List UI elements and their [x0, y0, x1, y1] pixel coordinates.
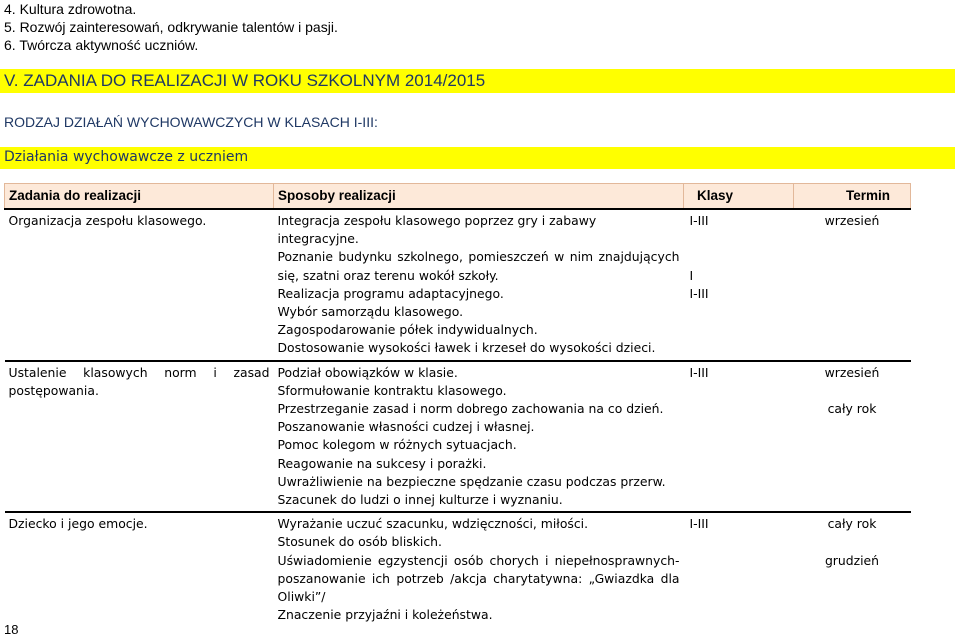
list-item: 4. Kultura zdrowotna.: [4, 1, 137, 17]
term-cell: [794, 209, 911, 361]
method-item: Przestrzeganie zasad i norm dobrego zachowania na co dzień.: [277, 401, 664, 417]
term-cell: [794, 361, 911, 513]
list-item: 6. Twórcza aktywność uczniów.: [4, 37, 199, 53]
class-value: I-III: [689, 285, 709, 301]
list-item: 5. Rozwój zainteresowań, odkrywanie talentów i pasji.: [4, 19, 338, 35]
method-item: Zagospodarowanie półek indywidualnych.: [277, 322, 538, 338]
header-classes: Klasy: [684, 184, 794, 210]
method-item: Poznanie budynku szkolnego, pomieszczeń w nim znajdujących się, szatni oraz terenu wokół szkoły.: [277, 249, 680, 283]
subheading: RODZAJ DZIAŁAŃ WYCHOWAWCZYCH W KLASACH I-III:: [4, 114, 378, 130]
task-text: Ustalenie klasowych norm i zasad postępowania.: [8, 364, 270, 398]
method-item: Podział obowiązków w klasie.: [277, 364, 458, 380]
method-item: Poszanowanie własności cudzej i własnej.: [277, 419, 535, 435]
method-item: Dostosowanie wysokości ławek i krzeseł do wysokości dzieci.: [277, 340, 656, 356]
subsection-bar: [0, 147, 955, 169]
tasks-table: [4, 183, 911, 626]
class-value: I-III: [689, 516, 709, 532]
page-number: 18: [4, 622, 19, 637]
classes-cell: [684, 361, 794, 513]
task-text: Organizacja zespołu klasowego.: [8, 213, 207, 228]
section-heading: V. ZADANIA DO REALIZACJI W ROKU SZKOLNYM 2014/2015: [4, 71, 486, 90]
header-tasks: Zadania do realizacji: [5, 184, 274, 210]
method-item: Pomoc kolegom w różnych sytuacjach.: [277, 437, 517, 453]
class-value: I-III: [689, 213, 709, 228]
method-item: Wyrażanie uczuć szacunku, wdzięczności, miłości.: [277, 516, 589, 532]
method-item: Znaczenie przyjaźni i koleżeństwa.: [277, 607, 493, 623]
methods-cell: [274, 512, 684, 626]
method-item: Realizacja programu adaptacyjnego.: [277, 285, 504, 301]
header-methods: Sposoby realizacji: [274, 184, 684, 210]
header-term: Termin: [794, 184, 911, 210]
method-item: Stosunek do osób bliskich.: [277, 534, 442, 550]
method-item: Uwrażliwienie na bezpieczne spędzanie czasu podczas przerw.: [277, 473, 666, 489]
term-value: cały rok: [827, 516, 877, 532]
method-item: Integracja zespołu klasowego poprzez gry i zabawy integracyjne.: [277, 213, 597, 247]
table-row: [5, 361, 911, 513]
class-value: I: [689, 267, 694, 283]
table-row: [5, 209, 911, 361]
method-item: Wybór samorządu klasowego.: [277, 304, 464, 320]
classes-cell: [684, 209, 794, 361]
methods-cell: [274, 361, 684, 513]
term-cell: [794, 512, 911, 626]
method-item: Uświadomienie egzystencji osób chorych i niepełnosprawnych- poszanowanie ich potrzeb /akcja charytatywna: „Gwiazdka dla Oliwki”/: [277, 552, 680, 605]
class-value: I-III: [689, 364, 709, 380]
task-cell: [5, 512, 274, 626]
method-item: Reagowanie na sukcesy i porażki.: [277, 455, 487, 471]
table-row: [5, 512, 911, 626]
methods-cell: [274, 209, 684, 361]
subsection-title: Działania wychowawcze z uczniem: [4, 149, 249, 165]
section-heading-bar: [0, 69, 955, 93]
method-item: Sformułowanie kontraktu klasowego.: [277, 382, 507, 398]
task-text: Dziecko i jego emocje.: [8, 516, 148, 532]
task-cell: [5, 209, 274, 361]
classes-cell: [684, 512, 794, 626]
term-value: wrzesień: [824, 213, 880, 228]
method-item: Szacunek do ludzi o innej kulturze i wyznaniu.: [277, 492, 563, 508]
term-value: cały rok: [827, 401, 877, 417]
table-header-row: [5, 184, 911, 210]
term-value: wrzesień: [824, 364, 880, 380]
task-cell: [5, 361, 274, 513]
term-value: grudzień: [824, 552, 880, 568]
